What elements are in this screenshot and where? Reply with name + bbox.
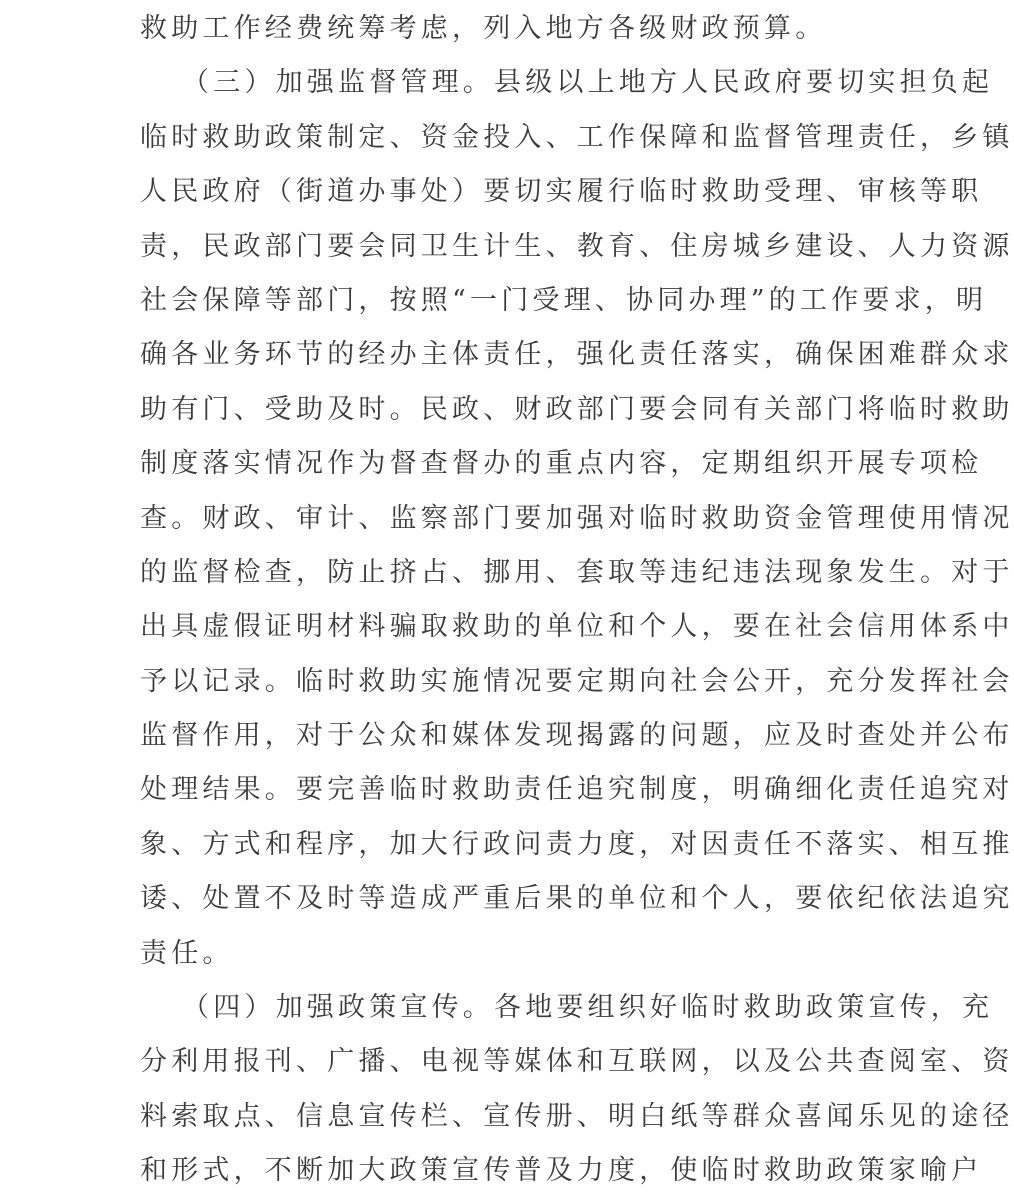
text-line: 分利用报刊、广播、电视等媒体和互联网，以及公共查阅室、资 — [140, 1046, 1014, 1078]
text-line: 出具虚假证明材料骗取救助的单位和个人，要在社会信用体系中 — [140, 611, 1014, 643]
text-line: 责，民政部门要会同卫生计生、教育、住房城乡建设、人力资源 — [140, 230, 1014, 262]
text-line: 象、方式和程序，加大行政问责力度，对因责任不落实、相互推 — [140, 828, 1014, 860]
text-line: 监督作用，对于公众和媒体发现揭露的问题，应及时查处并公布 — [140, 720, 1014, 752]
text-line: 处理结果。要完善临时救助责任追究制度，明确细化责任追究对 — [140, 774, 1014, 806]
text-line: 料索取点、信息宣传栏、宣传册、明白纸等群众喜闻乐见的途径 — [140, 1100, 1014, 1132]
text-line: 制度落实情况作为督查督办的重点内容，定期组织开展专项检 — [140, 448, 983, 480]
text-line: 责任。 — [140, 937, 234, 969]
text-line: 查。财政、审计、监察部门要加强对临时救助资金管理使用情况 — [140, 502, 1014, 534]
text-line: 人民政府（街道办事处）要切实履行临时救助受理、审核等职 — [140, 176, 983, 208]
document-body — [140, 2, 1014, 1199]
text-line: 助有门、受助及时。民政、财政部门要会同有关部门将临时救助 — [140, 393, 1014, 425]
text-line: 和形式，不断加大政策宣传普及力度，使临时救助政策家喻户 — [140, 1155, 983, 1187]
text-line: 予以记录。临时救助实施情况要定期向社会公开，充分发挥社会 — [140, 665, 1014, 697]
text-line: 临时救助政策制定、资金投入、工作保障和监督管理责任，乡镇 — [140, 121, 1014, 153]
text-line: 救助工作经费统筹考虑，列入地方各级财政预算。 — [140, 13, 827, 44]
section-heading-3-line: （三）加强监督管理。县级以上地方人民政府要切实担负起 — [182, 67, 994, 99]
text-line: 社会保障等部门，按照“一门受理、协同办理”的工作要求，明 — [140, 284, 988, 316]
text-line: 确各业务环节的经办主体责任，强化责任落实，确保困难群众求 — [140, 339, 1014, 371]
text-line: 诿、处置不及时等造成严重后果的单位和个人，要依纪依法追究 — [140, 883, 1014, 915]
section-heading-4-line: （四）加强政策宣传。各地要组织好临时救助政策宣传，充 — [182, 992, 994, 1024]
text-line: 的监督检查，防止挤占、挪用、套取等违纪违法现象发生。对于 — [140, 556, 1014, 588]
